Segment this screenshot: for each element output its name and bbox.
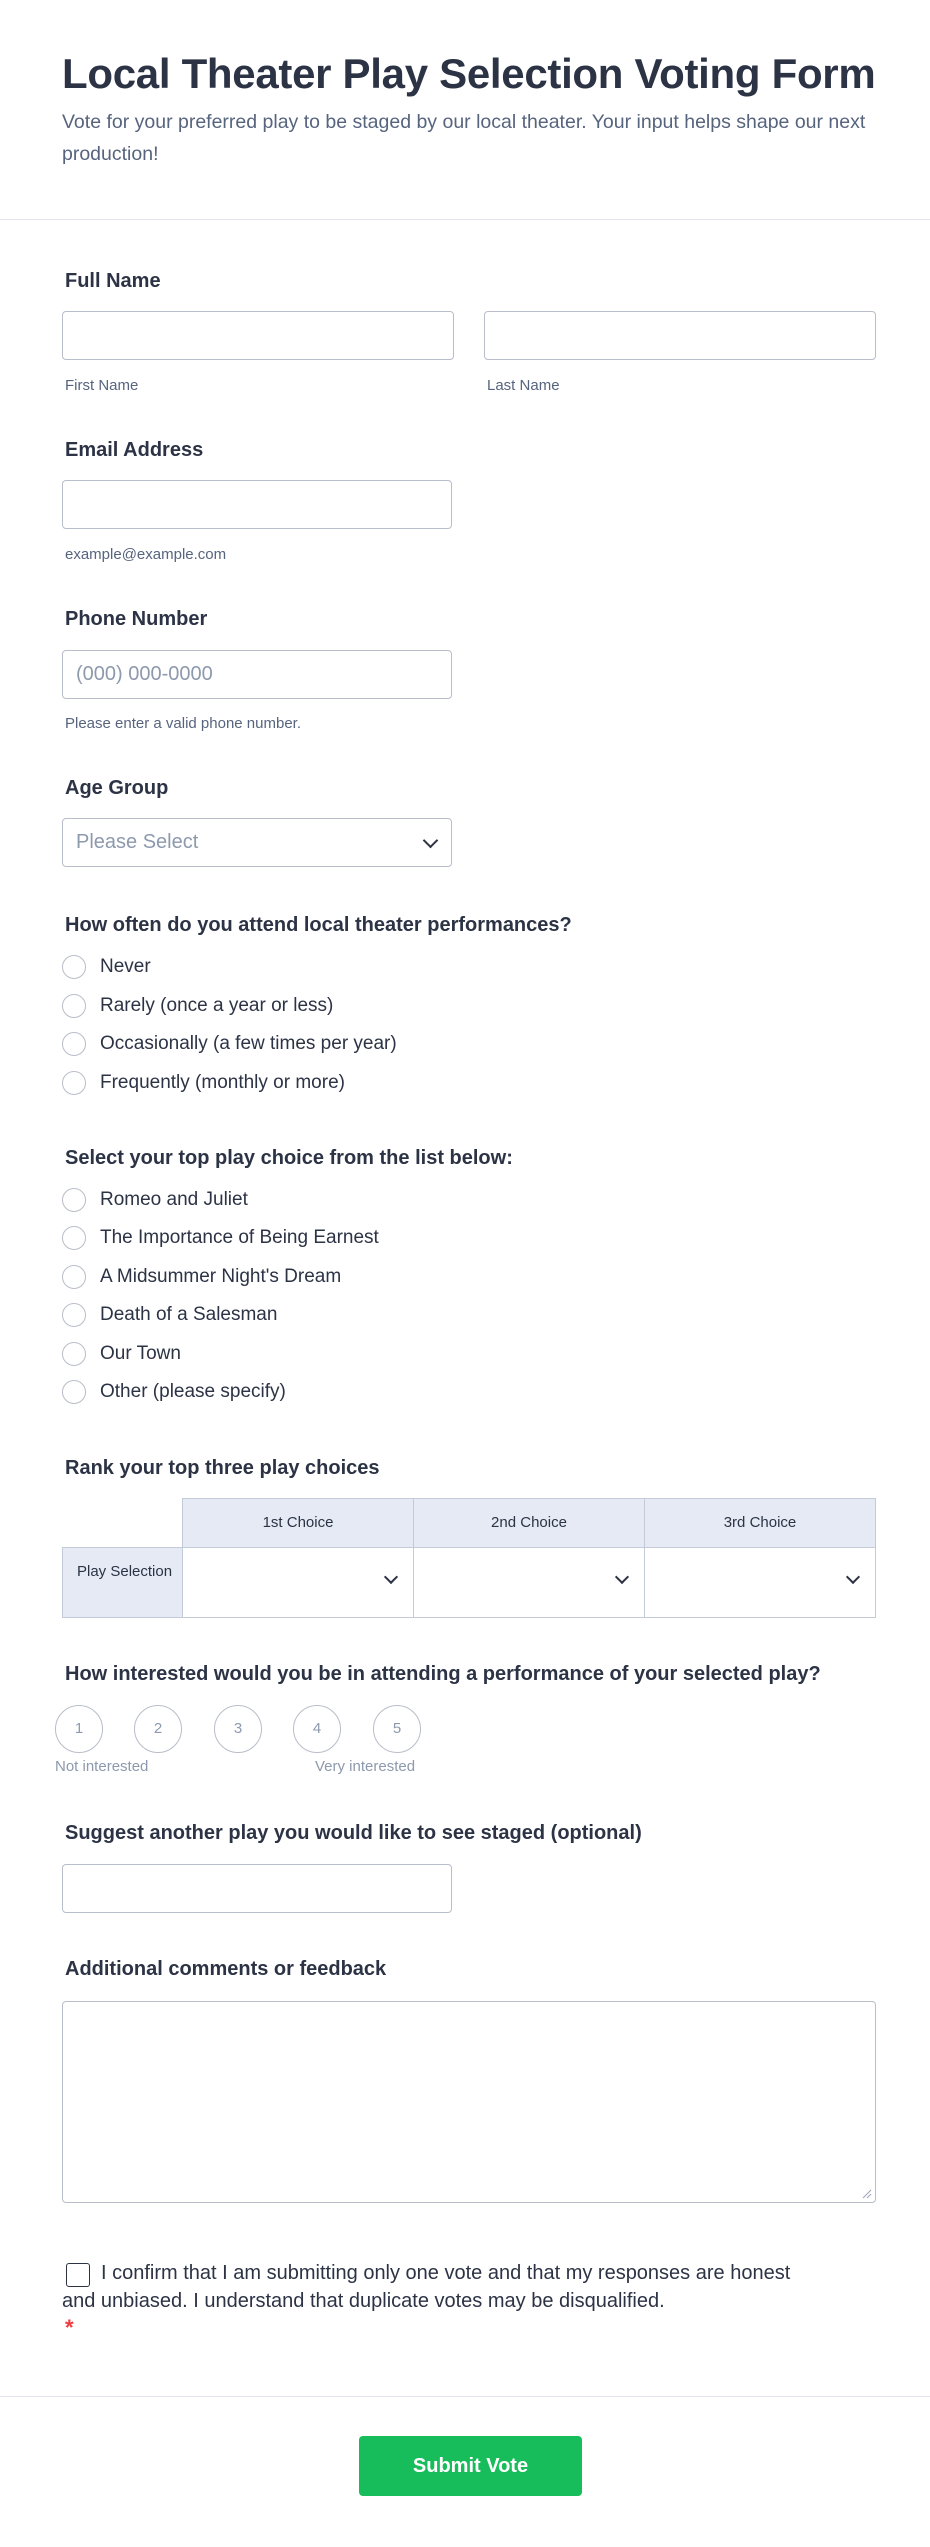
- email-input[interactable]: [62, 480, 452, 529]
- radio-button[interactable]: [62, 1226, 86, 1250]
- ranking-matrix: [62, 1498, 876, 1618]
- last-name-sublabel: Last Name: [487, 377, 560, 394]
- interest-label: How interested would you be in attending a performance of your selected play?: [65, 1663, 821, 1685]
- suggestion-input[interactable]: [62, 1864, 452, 1913]
- play-option-label: Death of a Salesman: [100, 1304, 278, 1325]
- footer-divider: [0, 2396, 930, 2397]
- scale-option-2[interactable]: 2: [134, 1705, 182, 1753]
- radio-button[interactable]: [62, 1380, 86, 1404]
- radio-button[interactable]: [62, 1032, 86, 1056]
- play-option-label: Other (please specify): [100, 1381, 286, 1402]
- age-group-label: Age Group: [65, 777, 169, 799]
- comments-textarea[interactable]: [62, 2001, 876, 2203]
- chevron-down-icon: [615, 1570, 629, 1584]
- radio-button[interactable]: [62, 1071, 86, 1095]
- attendance-option-label: Frequently (monthly or more): [100, 1072, 345, 1093]
- suggestion-label: Suggest another play you would like to see staged (optional): [65, 1822, 642, 1844]
- form-title: Local Theater Play Selection Voting Form: [62, 50, 876, 97]
- form-header: [0, 0, 930, 220]
- play-option-label: The Importance of Being Earnest: [100, 1227, 379, 1248]
- form-subtitle: Vote for your preferred play to be staged by our local theater. Your input helps shape our next production!: [62, 111, 866, 165]
- confirm-label: I confirm that I am submitting only one vote and that my responses are honest and unbiased. I understand that duplicate votes may be disqualified.: [62, 2262, 791, 2312]
- scale-low-caption: Not interested: [55, 1758, 149, 1775]
- matrix-row-header: Play Selection: [62, 1547, 183, 1618]
- first-choice-select[interactable]: [182, 1547, 414, 1618]
- radio-button[interactable]: [62, 955, 86, 979]
- chevron-down-icon: [423, 833, 439, 849]
- email-label: Email Address: [65, 439, 204, 461]
- email-sublabel: example@example.com: [65, 546, 227, 563]
- third-choice-select[interactable]: [644, 1547, 876, 1618]
- attendance-option-label: Occasionally (a few times per year): [100, 1033, 397, 1054]
- chevron-down-icon: [846, 1570, 860, 1584]
- scale-high-caption: Very interested: [315, 1758, 416, 1775]
- scale-option-5[interactable]: 5: [373, 1705, 421, 1753]
- age-group-selected: Please Select: [76, 831, 199, 853]
- matrix-column-header: 2nd Choice: [413, 1498, 645, 1548]
- radio-button[interactable]: [62, 994, 86, 1018]
- submit-button[interactable]: Submit Vote: [359, 2436, 582, 2496]
- full-name-label: Full Name: [65, 270, 161, 292]
- matrix-column-header: 1st Choice: [182, 1498, 414, 1548]
- radio-button[interactable]: [62, 1303, 86, 1327]
- first-name-sublabel: First Name: [65, 377, 139, 394]
- first-name-input[interactable]: [62, 311, 454, 360]
- radio-button[interactable]: [62, 1188, 86, 1212]
- ranking-label: Rank your top three play choices: [65, 1457, 380, 1479]
- attendance-option-label: Rarely (once a year or less): [100, 995, 334, 1016]
- resize-grip-icon[interactable]: [862, 2189, 872, 2199]
- phone-sublabel: Please enter a valid phone number.: [65, 715, 301, 732]
- radio-button[interactable]: [62, 1265, 86, 1289]
- play-option-label: Romeo and Juliet: [100, 1189, 248, 1210]
- scale-option-3[interactable]: 3: [214, 1705, 262, 1753]
- last-name-input[interactable]: [484, 311, 876, 360]
- second-choice-select[interactable]: [413, 1547, 645, 1618]
- phone-input[interactable]: [62, 650, 452, 699]
- matrix-column-header: 3rd Choice: [644, 1498, 876, 1548]
- attendance-option-label: Never: [100, 956, 151, 977]
- chevron-down-icon: [384, 1570, 398, 1584]
- matrix-corner: [62, 1498, 182, 1548]
- play-option-label: A Midsummer Night's Dream: [100, 1266, 342, 1287]
- scale-option-1[interactable]: 1: [55, 1705, 103, 1753]
- attendance-label: How often do you attend local theater performances?: [65, 914, 572, 936]
- top-choice-label: Select your top play choice from the list below:: [65, 1147, 513, 1169]
- confirm-checkbox[interactable]: [66, 2263, 90, 2287]
- play-option-label: Our Town: [100, 1343, 181, 1364]
- radio-button[interactable]: [62, 1342, 86, 1366]
- age-group-select[interactable]: [62, 818, 452, 867]
- phone-label: Phone Number: [65, 608, 208, 630]
- required-asterisk: *: [65, 2315, 74, 2340]
- scale-option-4[interactable]: 4: [293, 1705, 341, 1753]
- comments-label: Additional comments or feedback: [65, 1958, 387, 1980]
